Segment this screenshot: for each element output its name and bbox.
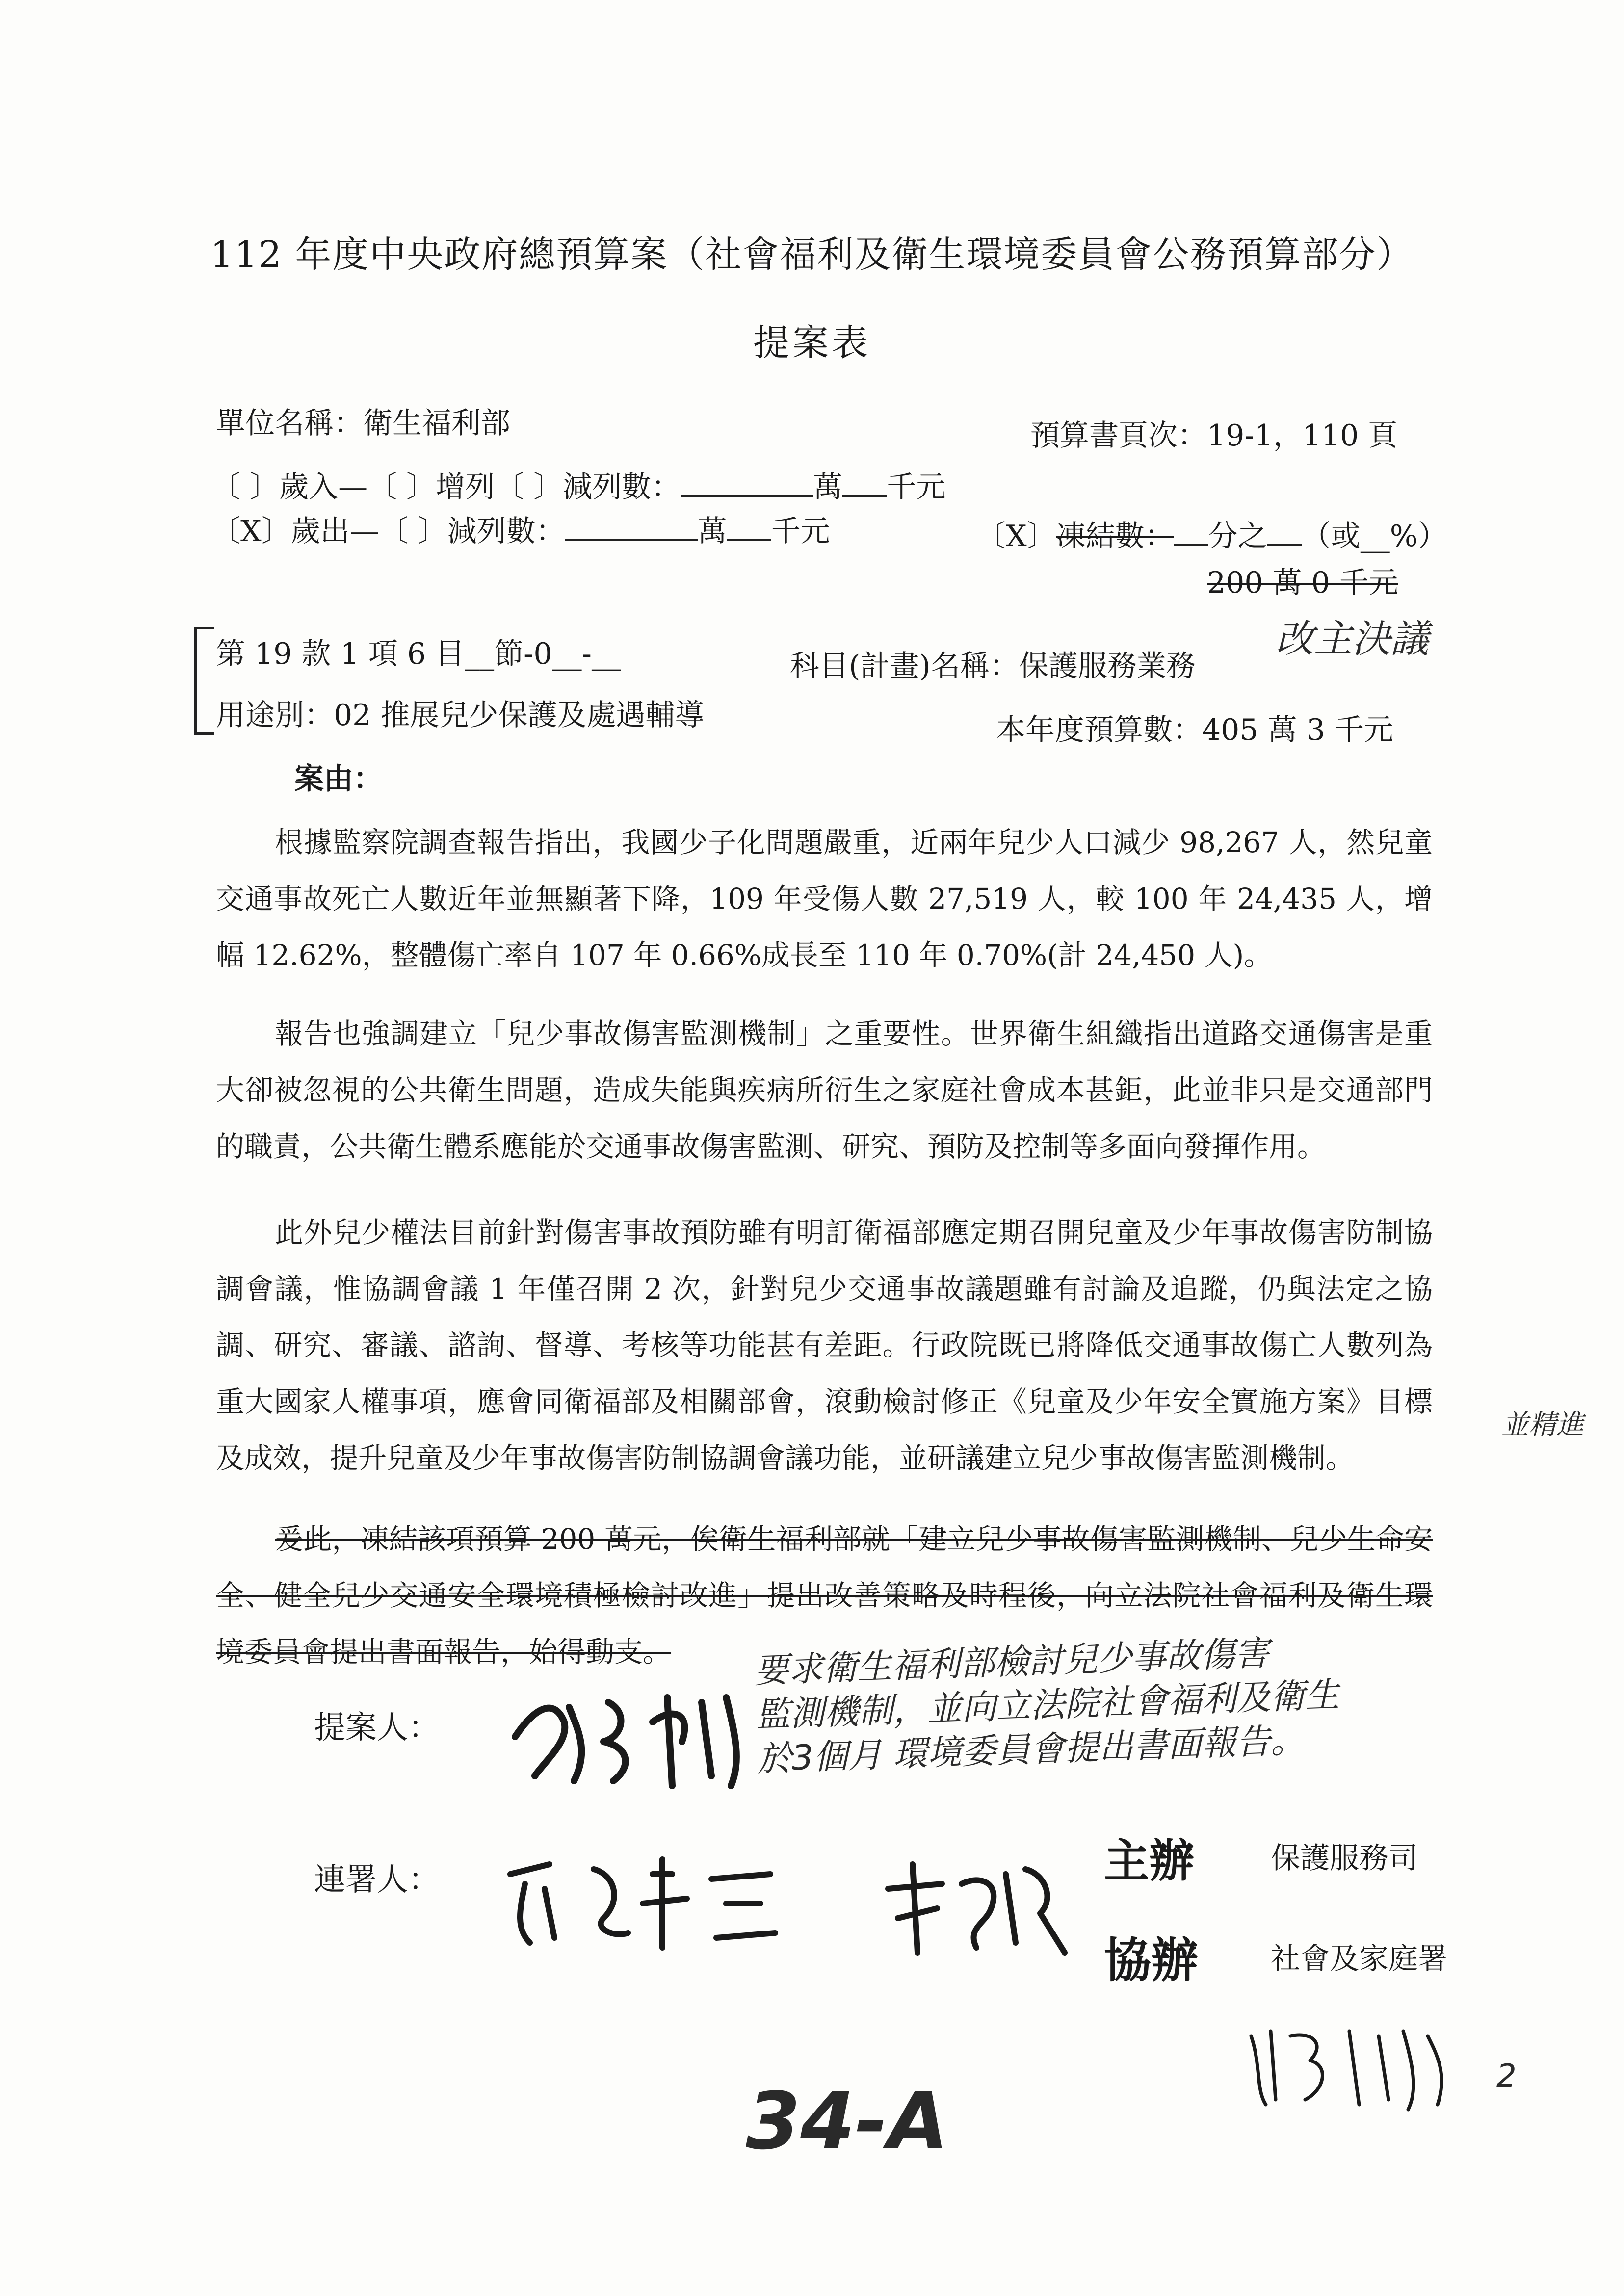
bottom-initial-signature xyxy=(1241,2016,1516,2114)
cosigner-label: 連署人： xyxy=(314,1862,440,1898)
lead-unit: 保護服務司 xyxy=(1271,1841,1418,1876)
page-code: 34-A xyxy=(746,2075,948,2167)
expense-qian: 千元 xyxy=(771,514,830,548)
proposer-signature xyxy=(505,1678,751,1791)
expense-wan: 萬 xyxy=(697,514,727,548)
handwritten-revision-line-2: 監測機制，並向立法院社會福利及衛生 xyxy=(755,1674,1340,1735)
revenue-blank-2 xyxy=(842,491,887,497)
revenue-qian: 千元 xyxy=(887,470,946,504)
expense-blank xyxy=(565,535,698,541)
cosigner-signature-1 xyxy=(496,1845,790,1957)
reason-paragraph-2: 報告也強調建立「兒少事故傷害監測機制」之重要性。世界衛生組織指出道路交通傷害是重大卻被忽視的公共衛生問題，造成失能與疾病所衍生之家庭社會成本甚鉅，此並非只是交通部門的職責，公共衛生體系應能於交通事故傷害監測、研究、預防及控制等多面向發揮作用。 xyxy=(216,1017,1433,1163)
handwritten-revision xyxy=(754,1628,1342,1781)
reason-label: 案由： xyxy=(294,762,383,796)
handwritten-revision-line-3: 於3個月 環境委員會提出書面報告。 xyxy=(757,1720,1306,1779)
proposer-label: 提案人： xyxy=(314,1710,440,1746)
freeze-row xyxy=(976,513,1447,555)
struck-resolution: 爰此，凍結該項預算 200 萬元，俟衛生福利部就「建立兒少事故傷害監測機制、兒少生命安全、健全兒少交通安全環境積極檢討改進」提出改善策略及時程後，向立法院社會福利及衛生環境委員會提出書面報告，始得動支。 xyxy=(216,1522,1433,1669)
revenue-row xyxy=(211,464,945,506)
item-line: 第 19 款 1 項 6 目__節-0__-__ xyxy=(216,637,621,671)
freeze-amount: 200 萬 0 千元 xyxy=(1207,566,1398,600)
revenue-blank xyxy=(681,491,813,497)
assist-unit: 社會及家庭署 xyxy=(1271,1942,1447,1976)
freeze-fraction: 分之 xyxy=(1208,519,1267,553)
cosigner-signature-2 xyxy=(878,1854,1084,1962)
reason-paragraph-1: 根據監察院調查報告指出，我國少子化問題嚴重，近兩年兒少人口減少 98,267 人，然兒童交通事故死亡人數近年並無顯著下降，109 年受傷人數 27,519 人，較 100 年 24,435 人，增幅 12.62%，整體傷亡率自 107 年 0.66%成長至 110 年 0.70%(計 24,450 人)。 xyxy=(216,826,1433,972)
page-subtitle: 提案表 xyxy=(753,322,871,364)
freeze-blank-2 xyxy=(1267,540,1302,546)
revenue-wan: 萬 xyxy=(813,470,843,504)
freeze-percent: （或__%） xyxy=(1301,519,1447,553)
expense-label: 〔X〕歲出—〔 〕減列數： xyxy=(211,514,565,548)
page-suffix: 2 xyxy=(1496,2058,1517,2094)
expense-row xyxy=(211,508,830,550)
lead-label: 主辦 xyxy=(1104,1834,1195,1887)
annual-budget: 本年度預算數：405 萬 3 千元 xyxy=(996,713,1393,747)
handwritten-revision-line-1: 要求衛生福利部檢討兒少事故傷害 xyxy=(753,1633,1270,1691)
budget-page: 預算書頁次：19-1，110 頁 xyxy=(1030,418,1398,453)
expense-blank-2 xyxy=(727,535,771,541)
freeze-label: 凍結數： xyxy=(1056,519,1174,553)
item-bracket xyxy=(194,627,214,735)
freeze-note-handwritten: 改主決議 xyxy=(1276,617,1429,661)
page-title: 112 年度中央政府總預算案（社會福利及衛生環境委員會公務預算部分） xyxy=(210,234,1414,276)
reason-paragraph-3: 此外兒少權法目前針對傷害事故預防雖有明訂衛福部應定期召開兒童及少年事故傷害防制協調會議，惟協調會議 1 年僅召開 2 次，針對兒少交通事故議題雖有討論及追蹤，仍與法定之協調、研究、審議、諮詢、督導、考核等功能甚有差距。行政院既已將降低交通事故傷亡人數列為重大國家人權事項，應會同衛福部及相關部會，滾動檢討修正《兒童及少年安全實施方案》目標及成效，提升兒童及少年事故傷害防制協調會議功能，並研議建立兒少事故傷害監測機制。 xyxy=(216,1216,1433,1475)
assist-label: 協辦 xyxy=(1104,1932,1198,1988)
usage-line: 用途別：02 推展兒少保護及處遇輔導 xyxy=(216,698,705,732)
unit-name: 單位名稱：衛生福利部 xyxy=(216,406,510,441)
freeze-mark: 〔X〕 xyxy=(976,519,1056,553)
margin-note-handwritten: 並精進 xyxy=(1501,1409,1584,1441)
revenue-label: 〔 〕歲入—〔 〕增列〔 〕減列數： xyxy=(211,470,681,504)
subject-name: 科目(計畫)名稱：保護服務業務 xyxy=(790,649,1196,683)
freeze-blank xyxy=(1174,540,1208,546)
